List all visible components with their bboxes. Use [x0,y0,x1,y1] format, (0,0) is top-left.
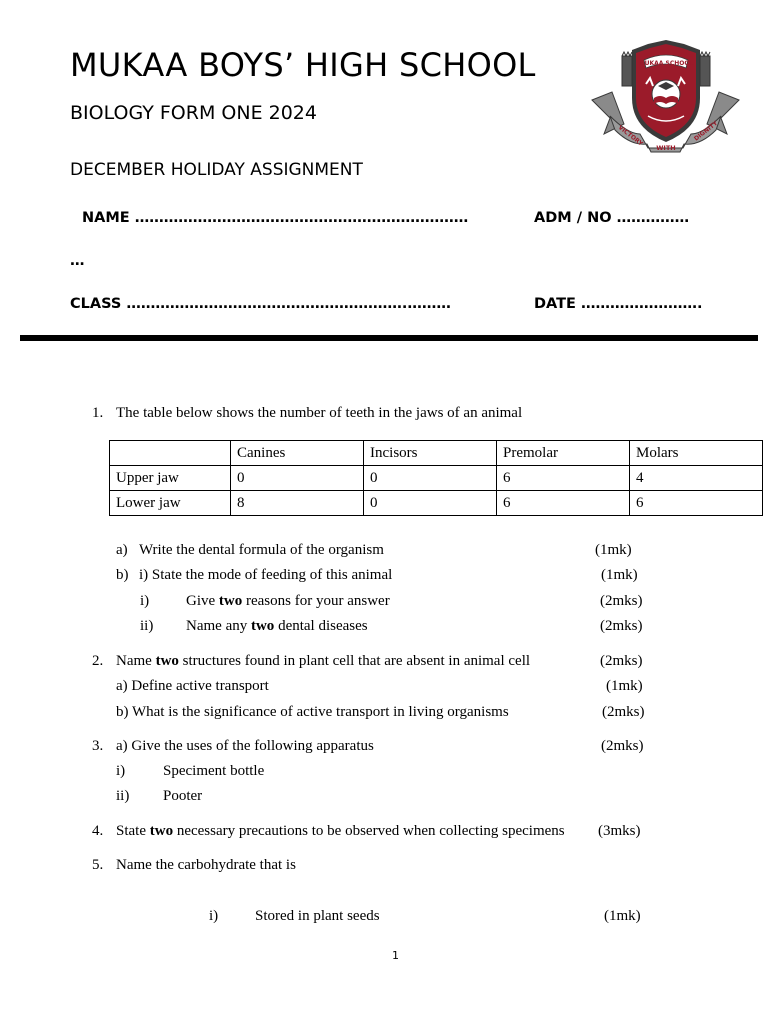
logo-top-text: MUKAA SCHOOL [638,60,694,67]
table-header-cell: Premolar [497,441,630,466]
table-row-label: Upper jaw [110,466,231,491]
table-header-row [110,441,763,466]
table-row-label: Lower jaw [110,491,231,516]
q2-text: Name two structures found in plant cell that are absent in animal cell [116,653,531,669]
q5i-label: i) [209,908,219,924]
q2-marks: (2mks) [600,653,643,669]
q4-text: State two necessary precautions to be observed when collecting specimens [116,823,565,839]
q1bii-text: Name any two dental diseases [186,618,368,634]
table-cell: 6 [497,491,630,516]
q1a-marks: (1mk) [595,542,632,558]
logo-banner-right: DIGNITY [692,119,720,143]
q2a-text: a) Define active transport [116,678,269,694]
q5i-marks: (1mk) [604,908,641,924]
table-cell: 6 [497,466,630,491]
q2-number: 2. [92,653,104,669]
q4-number: 4. [92,823,104,839]
school-crest-logo [588,38,743,156]
q4-marks: (3mks) [598,823,641,839]
table-header-cell: Canines [231,441,364,466]
name-field: NAME …………………………………………………………… [82,210,469,226]
q5-number: 5. [92,857,104,873]
q1b-text: i) State the mode of feeding of this animal [139,567,393,583]
q1b-marks: (1mk) [601,567,638,583]
q1a-label: a) [116,542,128,558]
subject-title: BIOLOGY FORM ONE 2024 [70,102,317,124]
school-name: MUKAA BOYS’ HIGH SCHOOL [70,46,536,84]
q3i-label: i) [116,763,126,779]
q1bii-label: ii) [140,618,154,634]
q1bi-text: Give two reasons for your answer [186,593,390,609]
q1-number: 1. [92,405,104,421]
q3ii-label: ii) [116,788,130,804]
q5-text: Name the carbohydrate that is [116,857,296,873]
q3-text: a) Give the uses of the following apparatus [116,738,374,754]
date-field: DATE ……………………. [534,296,703,312]
table-row [110,491,763,516]
logo-banner-left: VICTORY [616,124,645,148]
logo-banner-center: WITH [656,144,676,152]
q5i-text: Stored in plant seeds [255,908,380,924]
table-cell: 0 [364,491,497,516]
table-cell: 4 [630,466,763,491]
q2b-text: b) What is the significance of active transport in living organisms [116,704,509,720]
table-cell: 6 [630,491,763,516]
q1a-text: Write the dental formula of the organism [139,542,384,558]
table-header-cell: Molars [630,441,763,466]
q3-number: 3. [92,738,104,754]
table-row [110,466,763,491]
q2b-marks: (2mks) [602,704,645,720]
page-number: 1 [392,949,399,962]
q1bii-marks: (2mks) [600,618,643,634]
q1bi-marks: (2mks) [600,593,643,609]
table-cell: 8 [231,491,364,516]
q1bi-label: i) [140,593,150,609]
table-cell: 0 [364,466,497,491]
table-header-cell: Incisors [364,441,497,466]
q3i-text: Speciment bottle [163,763,265,779]
adm-no-field: ADM / NO …………… [534,210,690,226]
q2a-marks: (1mk) [606,678,643,694]
teeth-table [109,440,763,516]
field-continuation: … [70,253,85,269]
q3ii-text: Pooter [163,788,203,804]
header-divider [20,335,758,341]
q1b-label: b) [116,567,129,583]
class-field: CLASS ………………………………………………….……… [70,296,451,312]
assignment-title: DECEMBER HOLIDAY ASSIGNMENT [70,160,363,180]
q1-text: The table below shows the number of teeth in the jaws of an animal [116,405,523,421]
q3-marks: (2mks) [601,738,644,754]
table-cell [110,441,231,466]
table-cell: 0 [231,466,364,491]
